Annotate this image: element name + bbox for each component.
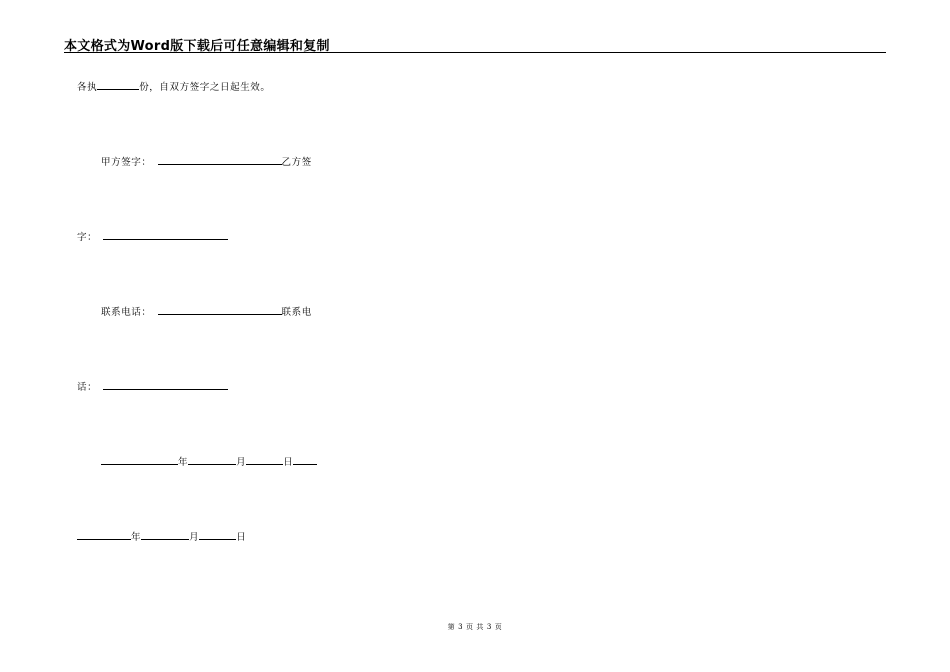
month-label: 月 bbox=[189, 532, 200, 543]
date-line-1 bbox=[101, 455, 317, 469]
copies-suffix: 份，自双方签字之日起生效。 bbox=[139, 82, 271, 93]
month-blank bbox=[141, 530, 189, 540]
date-line-2 bbox=[77, 530, 246, 544]
year-label: 年 bbox=[178, 457, 189, 468]
party-b-phone-blank bbox=[103, 380, 228, 390]
party-a-phone-label: 联系电话： bbox=[101, 307, 152, 318]
signature-line-1 bbox=[101, 155, 312, 169]
phone-line-1 bbox=[101, 305, 312, 319]
copies-clause bbox=[77, 80, 271, 94]
header-divider bbox=[64, 52, 886, 53]
party-a-phone-blank bbox=[158, 305, 282, 315]
month-blank bbox=[188, 455, 236, 465]
signature-line-2 bbox=[77, 230, 228, 244]
party-a-sign-label: 甲方签字： bbox=[101, 157, 152, 168]
party-a-sign-blank bbox=[158, 155, 282, 165]
day-blank bbox=[246, 455, 283, 465]
year-blank bbox=[101, 455, 178, 465]
year-blank bbox=[77, 530, 131, 540]
year-label: 年 bbox=[131, 532, 142, 543]
day-blank bbox=[199, 530, 236, 540]
month-label: 月 bbox=[236, 457, 247, 468]
phone-line-2 bbox=[77, 380, 228, 394]
party-b-sign-blank bbox=[103, 230, 228, 240]
copies-blank bbox=[97, 80, 139, 90]
party-b-phone-label-end: 话： bbox=[77, 382, 98, 393]
trailing-blank bbox=[293, 455, 317, 465]
day-label: 日 bbox=[236, 532, 247, 543]
party-b-sign-label-end: 字： bbox=[77, 232, 98, 243]
day-label: 日 bbox=[283, 457, 294, 468]
party-b-phone-label-start: 联系电 bbox=[281, 307, 312, 318]
party-b-sign-label-start: 乙方签 bbox=[281, 157, 312, 168]
copies-prefix: 各执 bbox=[77, 82, 98, 93]
document-header-title: 本文格式为Word版下载后可任意编辑和复制 bbox=[64, 39, 330, 54]
page-number: 第 3 页 共 3 页 bbox=[447, 623, 503, 631]
